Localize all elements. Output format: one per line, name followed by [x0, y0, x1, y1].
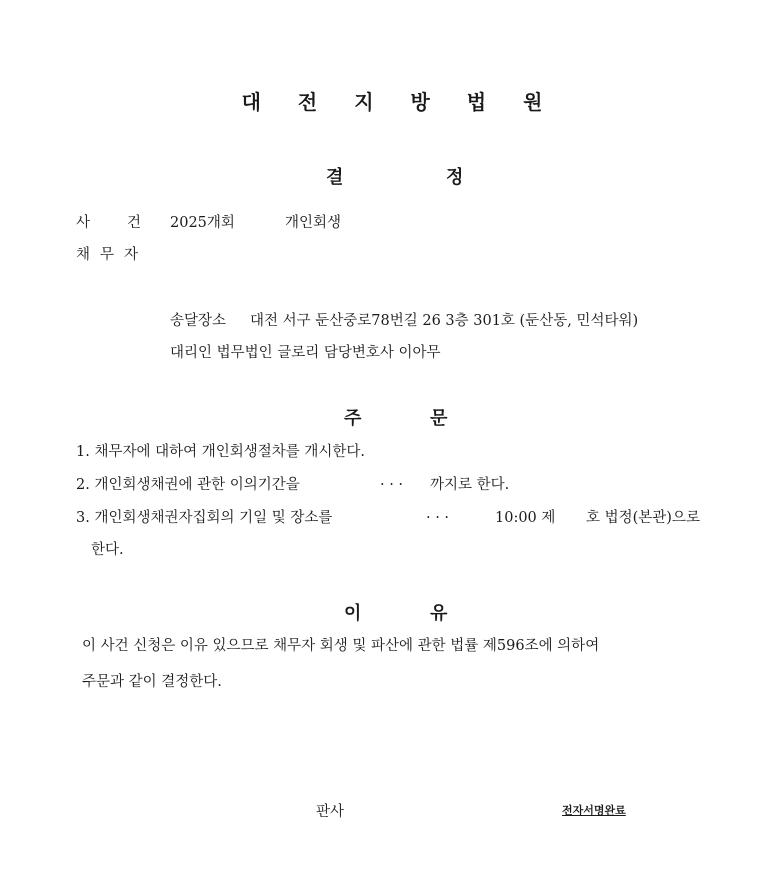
reason-title-left: 이 — [344, 603, 362, 624]
court-char: 법 — [466, 90, 487, 114]
order-item-3-cont: 한다. — [91, 542, 124, 558]
case-label-2 — [127, 211, 141, 232]
debtor-label-char: 자 — [124, 247, 139, 263]
debtor-label-2 — [100, 243, 114, 264]
reason-line-1: 이 사건 신청은 이유 있으므로 채무자 회생 및 파산에 관한 법률 제596조에 의하여 — [82, 638, 600, 654]
court-char: 원 — [523, 90, 543, 114]
order-item-3-date: . . . — [426, 506, 450, 522]
debtor-label — [76, 243, 90, 264]
order-item-2-suffix: 까지로 한다. — [430, 477, 510, 493]
case-label — [76, 211, 90, 232]
order-item-2: 2. 개인회생채권에 관한 이의기간을 — [76, 477, 300, 493]
reason-title-right: 유 — [430, 603, 448, 624]
case-label-char: 사 — [76, 215, 91, 231]
court-char: 전 — [297, 90, 318, 114]
decision-title-left: 결 — [326, 167, 344, 188]
court-char: 대 — [241, 90, 261, 114]
order-item-2-date: . . . — [380, 473, 404, 489]
debtor-label-char: 무 — [100, 247, 115, 263]
order-item-3: 3. 개인회생채권자집회의 기일 및 장소를 — [76, 510, 333, 526]
order-item-1: 1. 채무자에 대하여 개인회생절차를 개시한다. — [76, 444, 366, 460]
order-item-3-time: 10:00 제 — [495, 510, 556, 526]
case-label-char: 건 — [127, 215, 142, 231]
court-char: 지 — [354, 90, 374, 114]
court-char: 방 — [410, 90, 430, 114]
order-title-right: 문 — [430, 408, 448, 429]
court-name — [0, 86, 784, 115]
order-title-left: 주 — [344, 408, 362, 429]
service-agent: 대리인 법무법인 글로리 담당변호사 이아무 — [170, 345, 441, 361]
judge-label: 판사 — [316, 804, 345, 820]
debtor-label-3 — [124, 243, 138, 264]
decision-title-right: 정 — [446, 167, 464, 188]
debtor-label-char: 채 — [76, 247, 91, 263]
service-address: 대전 서구 둔산중로78번길 26 3층 301호 (둔산동, 민석타워) — [250, 313, 639, 329]
case-name: 개인회생 — [285, 215, 342, 231]
order-item-3-suffix: 호 법정(본관)으로 — [586, 510, 700, 526]
case-number: 2025개회 — [170, 215, 235, 231]
electronic-signature-stamp: 전자서명완료 — [562, 804, 626, 817]
service-label: 송달장소 — [170, 313, 227, 329]
reason-line-2: 주문과 같이 결정한다. — [82, 674, 222, 690]
